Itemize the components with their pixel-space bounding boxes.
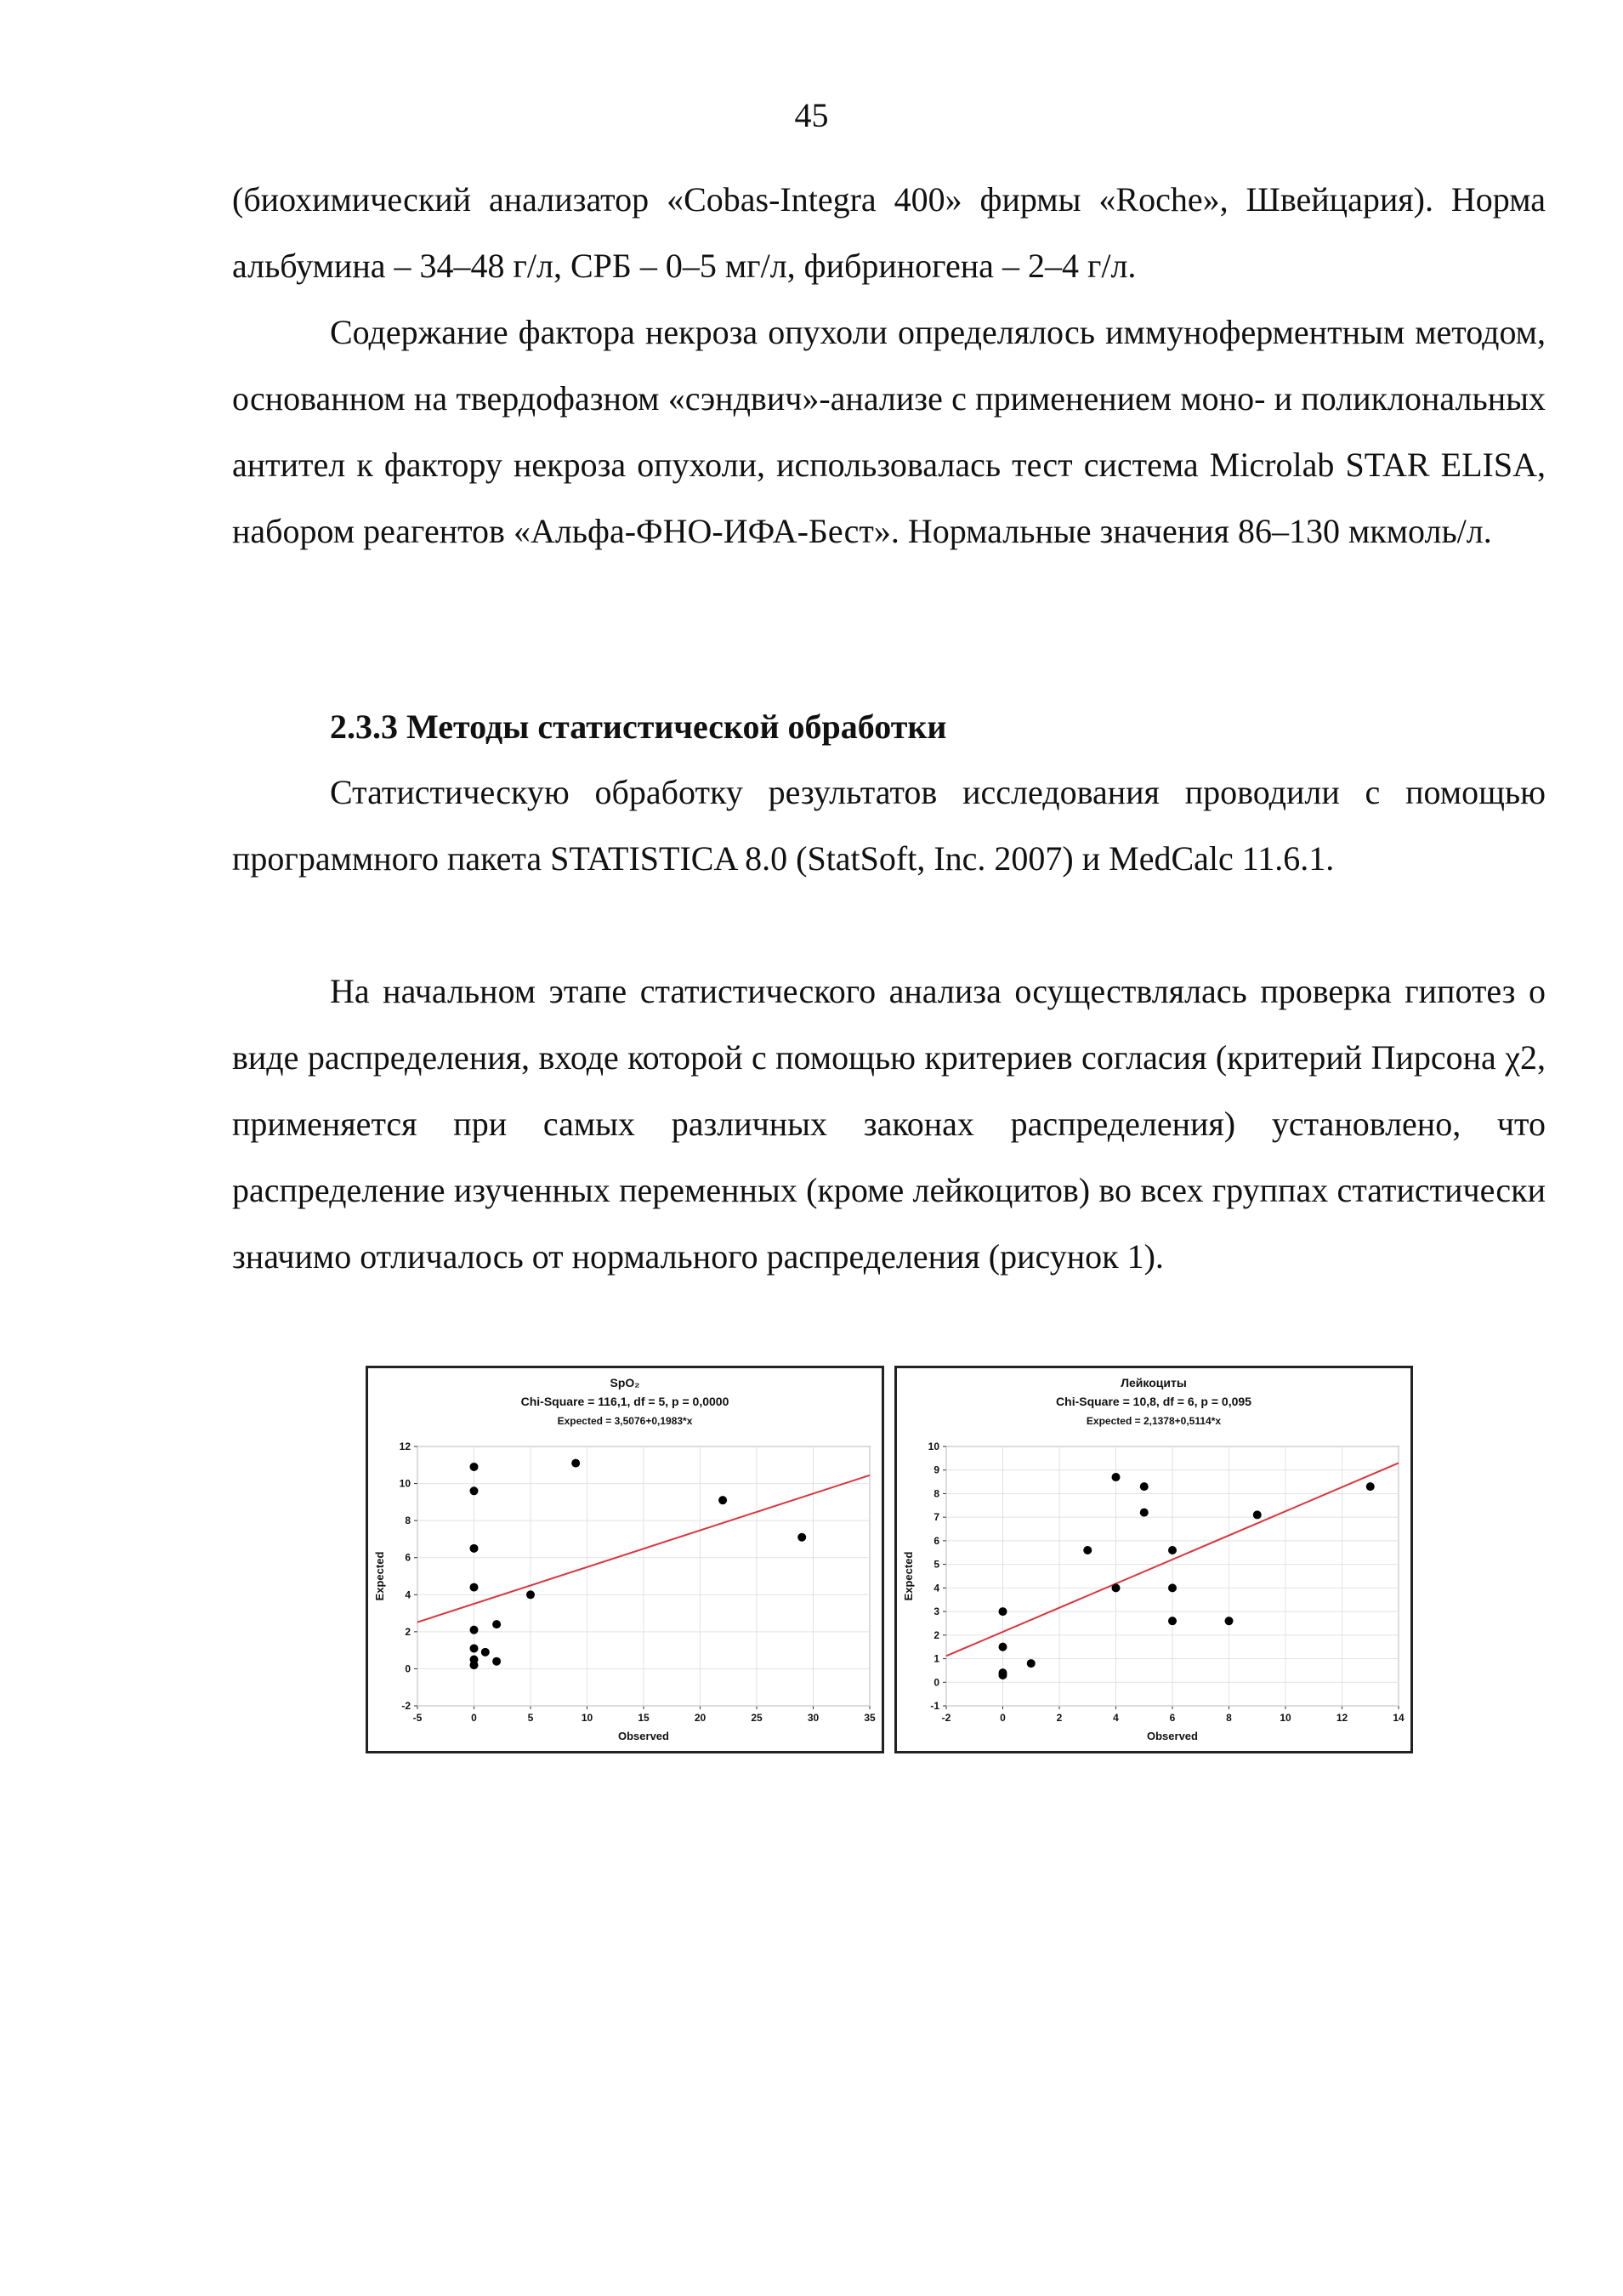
data-point (1168, 1617, 1177, 1625)
data-point (492, 1620, 501, 1628)
chart-title: Лейкоциты (1121, 1376, 1187, 1390)
data-point (1253, 1510, 1262, 1519)
x-tick-label: 15 (638, 1712, 650, 1724)
data-point (1112, 1473, 1121, 1481)
x-tick-label: 35 (864, 1712, 876, 1724)
data-point (1168, 1546, 1177, 1554)
y-tick-label: 0 (934, 1676, 939, 1689)
chart-spo2-canvas (368, 1368, 882, 1751)
y-tick-label: 6 (405, 1551, 411, 1564)
y-tick-label: 8 (405, 1515, 411, 1527)
y-tick-label: 10 (399, 1477, 411, 1490)
y-tick-label: 0 (405, 1662, 411, 1675)
data-point (481, 1648, 490, 1657)
x-tick-label: 12 (1336, 1712, 1348, 1724)
paragraph-distribution-test: На начальном этапе статистического анализа осуществлялась проверка гипотез о виде распределения, входе которой с помощью критериев согласия (критерий Пирсона χ2, применяется при самых различных законах распределения) установлено, что распределение изученных переменных (кроме лейкоцитов) во всех группах статистически значимо отличалось от нормального распределения (рисунок 1). (232, 972, 1546, 1276)
y-axis-label: Expected (902, 1551, 915, 1601)
x-axis-label: Observed (1147, 1730, 1198, 1742)
x-axis-label: Observed (618, 1730, 669, 1742)
data-point (999, 1607, 1007, 1616)
data-point (1168, 1583, 1177, 1592)
data-point (526, 1590, 535, 1599)
data-point (470, 1583, 479, 1592)
data-point (1225, 1617, 1234, 1625)
x-tick-label: 6 (1169, 1712, 1176, 1724)
data-point (1140, 1482, 1149, 1491)
chart-subtitle: Chi-Square = 10,8, df = 6, p = 0,095 (1056, 1395, 1251, 1408)
chart-fit-label: Expected = 3,5076+0,1983*x (557, 1415, 693, 1427)
data-point (1083, 1546, 1092, 1554)
page-number: 45 (794, 96, 829, 134)
data-point (470, 1486, 479, 1495)
x-tick-label: 2 (1056, 1712, 1063, 1724)
data-point (1027, 1659, 1036, 1668)
x-tick-label: 5 (527, 1712, 534, 1724)
y-tick-label: 1 (934, 1652, 939, 1665)
data-point (999, 1671, 1007, 1679)
y-tick-label: 3 (934, 1605, 939, 1618)
data-point (470, 1626, 479, 1634)
chart-fit-label: Expected = 2,1378+0,5114*x (1086, 1415, 1222, 1427)
x-tick-label: 30 (807, 1712, 820, 1724)
data-point (1140, 1509, 1149, 1517)
y-tick-label: 10 (928, 1441, 939, 1452)
y-tick-label: 4 (405, 1588, 411, 1601)
data-point (718, 1496, 727, 1504)
paragraph-analyzer: (биохимический анализатор «Cobas-Integra 400» фирмы «Roche», Швейцария). Норма альбумина – 34–48 г/л, СРБ – 0–5 мг/л, фибриногена – 2–4 г/л. (232, 180, 1546, 285)
data-point (470, 1661, 479, 1669)
x-tick-label: 20 (694, 1712, 707, 1724)
section-heading: 2.3.3 Методы статистической обработки (330, 708, 947, 746)
chart-subtitle: Chi-Square = 116,1, df = 5, p = 0,0000 (520, 1395, 729, 1408)
data-point (999, 1643, 1007, 1651)
y-tick-label: 5 (934, 1558, 939, 1571)
x-tick-label: -5 (412, 1712, 423, 1724)
chart-spo2 (366, 1366, 884, 1753)
data-point (797, 1533, 806, 1542)
data-point (492, 1657, 501, 1666)
data-point (1112, 1583, 1121, 1592)
x-tick-label: 0 (1000, 1712, 1006, 1724)
paragraph-statistics-software: Статистическую обработку результатов исследования проводили с помощью программного пакета STATISTICA 8.0 (StatSoft, Inc. 2007) и MedCalc 11.6.1. (232, 773, 1546, 878)
y-tick-label: -1 (930, 1700, 939, 1712)
x-tick-label: 4 (1113, 1712, 1119, 1724)
y-tick-label: 9 (934, 1463, 939, 1476)
y-tick-label: 2 (934, 1628, 939, 1641)
y-tick-label: 4 (934, 1582, 939, 1594)
y-tick-label: 12 (399, 1441, 411, 1452)
chart-leukocytes-canvas (897, 1368, 1410, 1751)
chart-title: SpO₂ (610, 1376, 640, 1390)
x-tick-label: 10 (581, 1712, 593, 1724)
y-tick-label: -2 (401, 1700, 411, 1712)
x-tick-label: 25 (751, 1712, 763, 1724)
x-tick-label: 10 (1280, 1712, 1291, 1724)
paragraph-tnf-method: Содержание фактора некроза опухоли определялось иммуноферментным методом, основанном на твердофазном «сэндвич»-анализе с применением моно- и поликлональных антител к фактору некроза опухоли, использовалась тест система Microlab STAR ELISA, набором реагентов «Альфа-ФНО-ИФА-Бест». Нормальные значения 86–130 мкмоль/л. (232, 313, 1546, 550)
data-point (571, 1459, 580, 1468)
data-point (470, 1544, 479, 1553)
x-tick-label: -2 (941, 1712, 951, 1724)
y-tick-label: 7 (934, 1511, 939, 1524)
data-point (470, 1463, 479, 1471)
x-tick-label: 8 (1226, 1712, 1232, 1724)
y-tick-label: 6 (934, 1534, 939, 1547)
y-tick-label: 2 (405, 1625, 411, 1638)
chart-leukocytes (894, 1366, 1413, 1753)
x-tick-label: 14 (1393, 1712, 1405, 1724)
y-tick-label: 8 (934, 1487, 939, 1500)
y-axis-label: Expected (373, 1551, 386, 1601)
data-point (470, 1644, 479, 1652)
x-tick-label: 0 (471, 1712, 477, 1724)
data-point (1366, 1482, 1375, 1491)
